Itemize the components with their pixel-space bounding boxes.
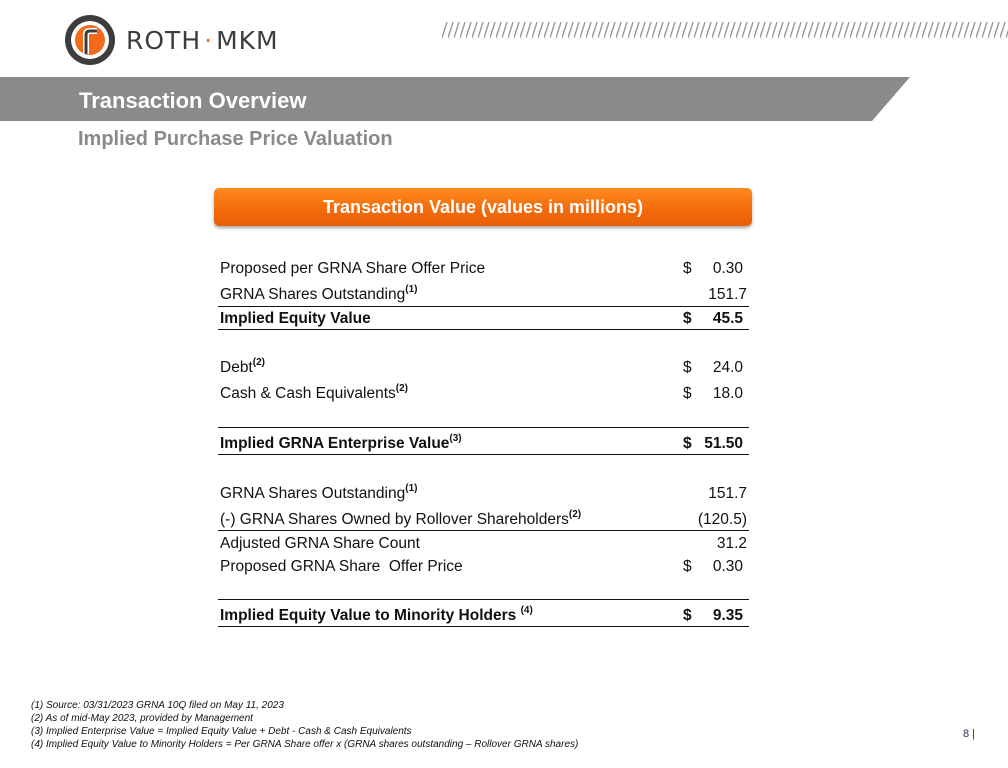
footnote-ref: (2) [395,383,408,394]
hatch-decoration [442,22,1008,38]
table-row [218,508,749,532]
brand-logo [64,14,279,66]
row-value: 9.35 [712,607,743,624]
footnote-ref: (1) [405,284,418,295]
page-number: 8 | [962,728,975,740]
table-row [218,604,749,628]
row-label: GRNA Shares Outstanding$^{(1)}$ [220,284,418,303]
row-value: 51.50 [704,435,743,452]
row-value: 151.7 [708,286,747,303]
row-label: Proposed per GRNA Share Offer Price [220,260,486,277]
row-value: 24.0 [712,359,743,376]
table-row [218,555,749,579]
row-divider [218,626,749,627]
table-row [218,482,749,506]
footnote-ref: (2) [568,509,582,520]
brand-name: ROTH · MKM [126,25,279,55]
row-divider [218,530,749,531]
table-row [218,382,749,406]
table-row [218,356,749,380]
row-label: Implied Equity Value to Minority Holders $^{(4)}$ [220,605,533,624]
row-label: Implied Equity Value [220,310,371,327]
table-row [218,307,749,331]
row-currency: $ [683,385,692,402]
row-currency: $ [683,359,692,376]
row-label: Debt$^{(2)}$ [220,357,265,376]
table-row [218,532,749,556]
footnote-ref: (1) [405,483,418,494]
row-value: 18.0 [712,385,743,402]
footnotes [31,699,578,751]
footnote-ref: (2) [252,357,265,368]
row-value: 31.2 [716,535,747,552]
page-subtitle: Implied Purchase Price Valuation [78,128,393,150]
row-label: Adjusted GRNA Share Count [220,535,420,552]
table-row [218,283,749,307]
row-currency: $ [683,260,692,277]
row-currency: $ [683,558,692,575]
row-value: 151.7 [708,485,747,502]
page-title: Transaction Overview [79,88,307,113]
row-value: (120.5) [697,511,747,528]
row-currency: $ [683,607,692,624]
row-value: 0.30 [712,558,743,575]
roth-mkm-logo-icon [64,14,116,66]
footnote: (3) Implied Enterprise Value = Implied Equity Value + Debt - Cash & Cash Equivalents [31,726,412,737]
footnote: (2) As of mid-May 2023, provided by Management [31,713,253,724]
row-label: Proposed GRNA Share Offer Price [220,558,463,575]
row-label: (-) GRNA Shares Owned by Rollover Shareholders$^{(2)}$ [220,509,582,528]
row-divider [218,329,749,330]
row-currency: $ [683,435,692,452]
row-label: Implied GRNA Enterprise Value$^{(3)}$ [220,433,462,452]
row-value: 45.5 [712,310,743,327]
row-label: GRNA Shares Outstanding$^{(1)}$ [220,483,418,502]
footnote-ref: (3) [449,433,462,444]
footnote-ref: (4) [520,605,533,616]
table-row [218,257,749,281]
table-heading: Transaction Value (values in millions) [214,188,752,226]
footnote: (4) Implied Equity Value to Minority Holders = Per GRNA Share offer x (GRNA shares outstanding – Rollover GRNA shares) [31,739,579,750]
row-divider [218,599,749,600]
row-value: 0.30 [712,260,743,277]
footnote: (1) Source: 03/31/2023 GRNA 10Q filed on May 11, 2023 [31,700,284,711]
table-row [218,432,749,456]
row-label: Cash & Cash Equivalents$^{(2)}$ [220,383,408,402]
row-divider [218,427,749,428]
row-divider [218,454,749,455]
row-currency: $ [683,310,692,327]
